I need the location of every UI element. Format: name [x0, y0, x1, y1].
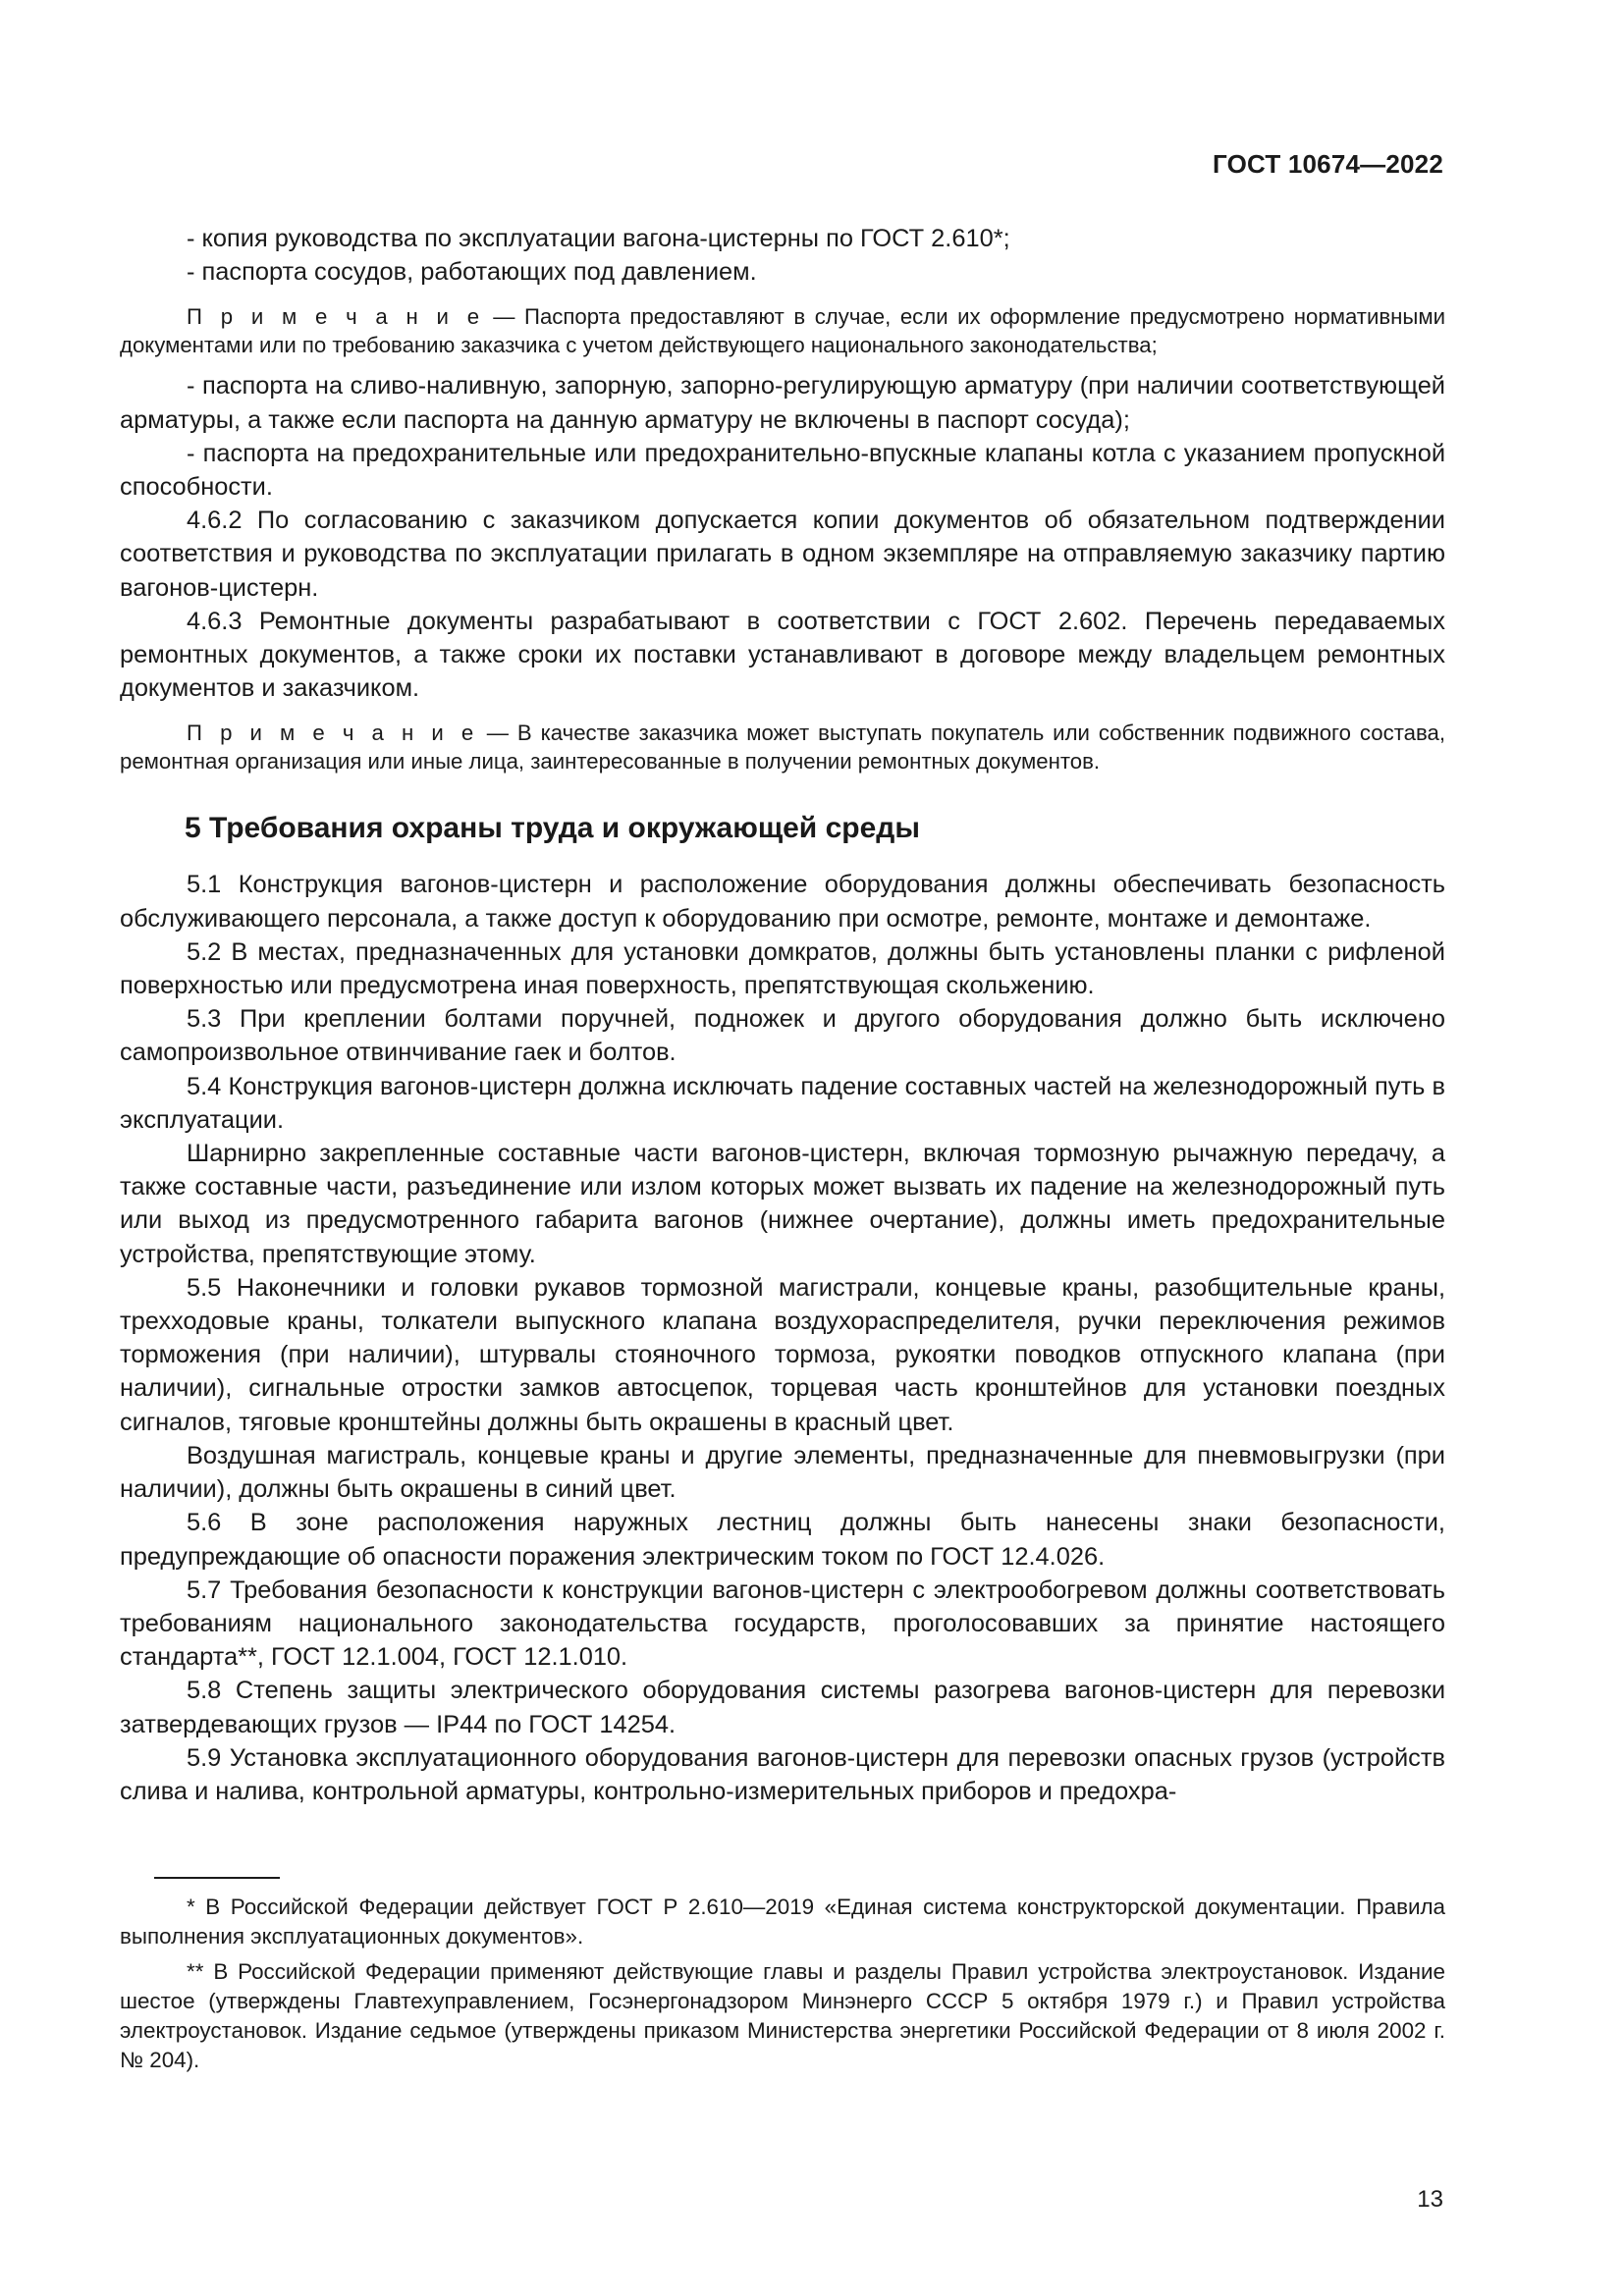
- paragraph: 5.1 Конструкция вагонов-цистерн и расположение оборудования должны обеспечивать безопасность обслуживающего персонала, а также доступ к оборудованию при осмотре, ремонте, монтаже и демонтаже.: [120, 871, 1445, 933]
- list-item: - паспорта на сливо-наливную, запорную, запорно-регулирующую арматуру (при наличии соответствующей арматуры, а также если паспорта на данную арматуру не включены в паспорт сосуда);: [120, 372, 1445, 434]
- list-item: - паспорта на предохранительные или предохранительно-впускные клапаны котла с указанием пропускной способности.: [120, 439, 1445, 502]
- paragraph: 5.7 Требования безопасности к конструкции вагонов-цистерн с электрообогревом должны соответствовать требованиям национального законодательства государств, проголосовавших за принятие настоящего стандарта**, ГОСТ 12.1.004, ГОСТ 12.1.010.: [120, 1575, 1445, 1672]
- paragraph: Шарнирно закрепленные составные части вагонов-цистерн, включая тормозную рычажную передачу, а также составные части, разъединение или излом которых может вызвать их падение на железнодорожный путь или выход из предусмотренного габарита вагонов (нижнее очертание), должны иметь предохранительные устройства, препятствующие этому.: [120, 1140, 1445, 1268]
- page-number: 13: [1417, 2186, 1443, 2213]
- paragraph: 5.6 В зоне расположения наружных лестниц должны быть нанесены знаки безопасности, предупреждающие об опасности поражения электрическим током по ГОСТ 12.4.026.: [120, 1509, 1445, 1571]
- paragraph: Воздушная магистраль, концевые краны и другие элементы, предназначенные для пневмовыгрузки (при наличии), должны быть окрашены в синий цвет.: [120, 1441, 1445, 1504]
- paragraph: 5.4 Конструкция вагонов-цистерн должна исключать падение составных частей на железнодорожный путь в эксплуатации.: [120, 1072, 1445, 1134]
- document-body: [120, 222, 1445, 1808]
- note-text: — Паспорта предоставляют в случае, если их оформление предусмотрено нормативными документами или по требованию заказчика с учетом действующего национального законодательства;: [120, 304, 1445, 358]
- note-text: — В качестве заказчика может выступать покупатель или собственник подвижного состава, ремонтная организация или иные лица, заинтересованные в получении ремонтных документов.: [120, 721, 1445, 774]
- paragraph: 5.3 При креплении болтами поручней, подножек и другого оборудования должно быть исключено самопроизвольное отвинчивание гаек и болтов.: [120, 1005, 1445, 1067]
- footnote-divider: [154, 1877, 280, 1879]
- list-item: - копия руководства по эксплуатации вагона-цистерны по ГОСТ 2.610*;: [187, 225, 1010, 252]
- note-label: П р и м е ч а н и е: [187, 304, 484, 330]
- section-heading: 5 Требования охраны труда и окружающей среды: [185, 812, 920, 845]
- footnote: ** В Российской Федерации применяют действующие главы и разделы Правил устройства электроустановок. Издание шестое (утверждены Главтехуправлением, Госэнергонадзором Минэнерго СССР 5 октября 1979 г.) и Правил устройства электроустановок. Издание седьмое (утверждены приказом Министерства энергетики Российской Федерации от 8 июля 2002 г. № 204).: [120, 1959, 1445, 2072]
- footnote: * В Российской Федерации действует ГОСТ Р 2.610—2019 «Единая система конструкторской документации. Правила выполнения эксплуатационных документов».: [120, 1895, 1445, 1949]
- paragraph: 5.5 Наконечники и головки рукавов тормозной магистрали, концевые краны, разобщительные краны, трехходовые краны, толкатели выпускного клапана воздухораспределителя, ручки переключения режимов торможения (при наличии), штурвалы стояночного тормоза, рукоятки поводков отпускного клапана (при наличии), сигнальные отростки замков автосцепок, торцевая часть кронштейнов для установки поездных сигналов, тяговые кронштейны должны быть окрашены в красный цвет.: [120, 1273, 1445, 1436]
- paragraph: 5.9 Установка эксплуатационного оборудования вагонов-цистерн для перевозки опасных грузов (устройств слива и налива, контрольной арматуры, контрольно-измерительных приборов и предохра-: [120, 1743, 1445, 1805]
- paragraph-4-6-2: 4.6.2 По согласованию с заказчиком допускается копии документов об обязательном подтверждении соответствия и руководства по эксплуатации прилагать в одном экземпляре на отправляемую заказчику партию вагонов-цистерн.: [120, 507, 1445, 602]
- paragraph: 5.2 В местах, предназначенных для установки домкратов, должны быть установлены планки с рифленой поверхностью или предусмотрена иная поверхность, препятствующая скольжению.: [120, 937, 1445, 1000]
- footnotes: [120, 1893, 1445, 2075]
- document-header-id: ГОСТ 10674—2022: [1213, 149, 1443, 179]
- note: [120, 719, 1445, 775]
- note: [120, 302, 1445, 359]
- note-label: П р и м е ч а н и е: [187, 721, 478, 746]
- paragraph-4-6-3: 4.6.3 Ремонтные документы разрабатывают в соответствии с ГОСТ 2.602. Перечень передаваемых ремонтных документов, а также сроки их поставки устанавливают в договоре между владельцем ремонтных документов и заказчиком.: [120, 607, 1445, 703]
- paragraph: 5.8 Степень защиты электрического оборудования системы разогрева вагонов-цистерн для перевозки затвердевающих грузов — IP44 по ГОСТ 14254.: [120, 1677, 1445, 1738]
- list-item: - паспорта сосудов, работающих под давлением.: [187, 258, 757, 287]
